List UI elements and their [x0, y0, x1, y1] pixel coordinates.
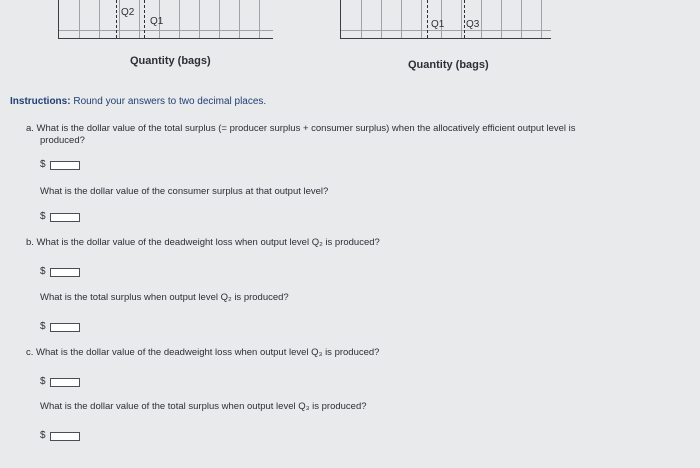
question-b: b. What is the dollar value of the deadweight loss when output level Q₂ is produced? — [26, 237, 380, 248]
deadweight-loss-q2-input[interactable] — [50, 268, 80, 277]
consumer-surplus-input[interactable] — [50, 213, 80, 222]
grid-line — [219, 0, 220, 38]
instructions-text: Round your answers to two decimal places. — [70, 96, 267, 107]
q2-label: Q2 — [121, 7, 135, 18]
question-a-line2: produced? — [40, 134, 85, 146]
grid-line — [501, 0, 502, 38]
grid-line — [461, 0, 462, 38]
grid-line — [421, 0, 422, 38]
grid-line — [541, 0, 542, 38]
question-b2: What is the total surplus when output level Q₂ is produced? — [40, 292, 289, 303]
grid-line — [59, 30, 273, 31]
q1-label: Q1 — [150, 16, 164, 27]
left-graph-axes — [58, 0, 273, 39]
total-surplus-q2-input[interactable] — [50, 323, 80, 332]
q1-label-right: Q1 — [431, 19, 445, 30]
question-a2: What is the dollar value of the consumer surplus at that output level? — [40, 186, 329, 197]
dollar-sign: $ — [40, 376, 46, 387]
grid-line — [361, 0, 362, 38]
question-a-line1: a. What is the dollar value of the total surplus (= producer surplus + consumer surplus) when the allocatively efficient output level is — [26, 123, 576, 134]
question-c: c. What is the dollar value of the deadweight loss when output level Q₃ is produced? — [26, 347, 380, 358]
dollar-sign: $ — [40, 266, 46, 277]
dollar-sign: $ — [40, 211, 46, 222]
right-axis-title: Quantity (bags) — [408, 59, 489, 71]
dollar-sign: $ — [40, 430, 46, 441]
total-surplus-efficient-input[interactable] — [50, 161, 80, 170]
instructions — [10, 96, 266, 107]
instructions-label: Instructions: — [10, 96, 71, 107]
grid-line — [381, 0, 382, 38]
grid-line — [259, 0, 260, 38]
grid-line — [199, 0, 200, 38]
grid-line — [99, 0, 100, 38]
grid-line — [401, 0, 402, 38]
q1-marker-line — [144, 0, 145, 38]
dollar-sign: $ — [40, 321, 46, 332]
grid-line — [481, 0, 482, 38]
left-axis-title: Quantity (bags) — [130, 55, 211, 67]
grid-line — [139, 0, 140, 38]
grid-line — [341, 30, 551, 31]
deadweight-loss-q3-input[interactable] — [50, 378, 80, 387]
q2-marker-line — [116, 0, 117, 38]
right-graph-axes — [340, 0, 551, 39]
q3-marker-line — [464, 0, 465, 38]
q1-marker-line-right — [427, 0, 428, 38]
grid-line — [79, 0, 80, 38]
q3-label: Q3 — [466, 19, 480, 30]
grid-line — [179, 0, 180, 38]
grid-line — [239, 0, 240, 38]
total-surplus-q3-input[interactable] — [50, 432, 80, 441]
question-c2: What is the dollar value of the total surplus when output level Q₃ is produced? — [40, 401, 367, 412]
grid-line — [119, 0, 120, 38]
question-a — [26, 123, 676, 146]
grid-line — [521, 0, 522, 38]
dollar-sign: $ — [40, 159, 46, 170]
